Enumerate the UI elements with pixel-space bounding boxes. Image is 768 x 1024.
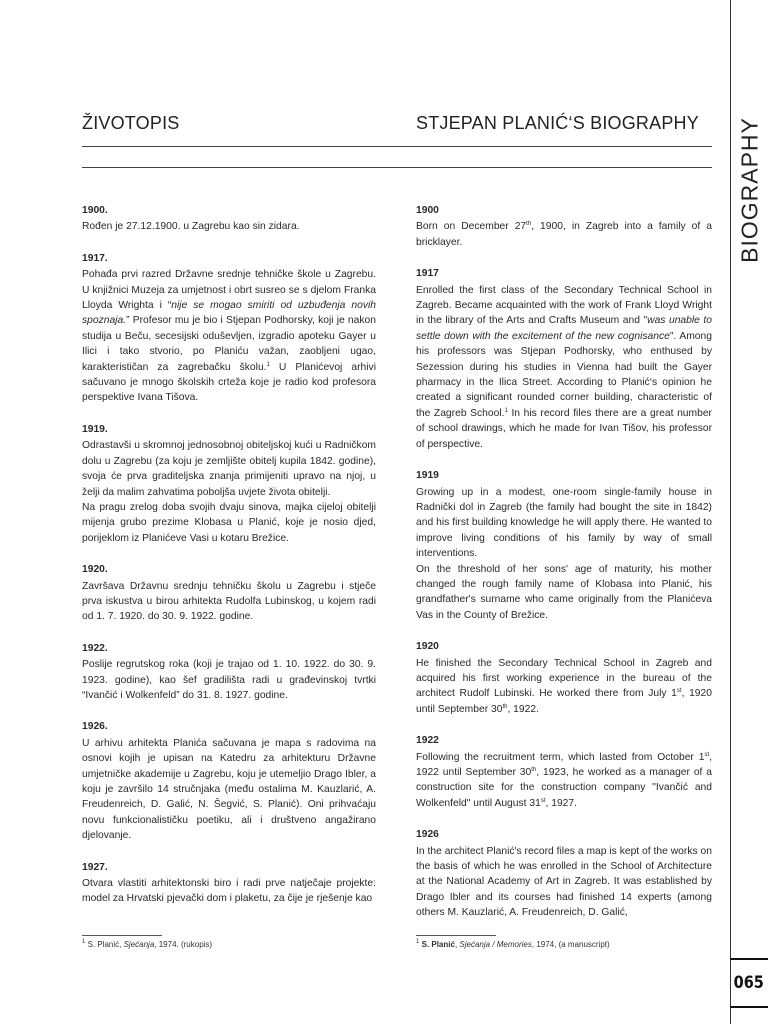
- english-entry-year: 1922: [416, 735, 439, 747]
- footnote-rule-right: [416, 935, 496, 936]
- page-title-croatian: ŽIVOTOPIS: [82, 113, 180, 134]
- footnote-english: $^1$ S. Planić, Sjećanja / Memories, 1974, (a manuscript): [416, 939, 610, 949]
- english-entry: [416, 468, 712, 623]
- page-number: 065: [733, 973, 765, 993]
- english-entry-text: Growing up in a modest, one-room single-family house in Radnički dol in Zagreb (the family had bought the site in 1842) and his first building knowledge he will apply there. He wanted to improve living conditions of his family by way of small interventions. On the threshold of her sons' age of maturity, his mother changed the rough family name of Klobasa into Planić, his grandfather's surname who came originally from the Planićeva Vas in the County of Brežice.: [416, 486, 712, 621]
- croatian-entry: [82, 562, 376, 625]
- croatian-entry-year: 1922.: [82, 642, 108, 654]
- croatian-entry-text: Završava Državnu srednju tehničku školu u Zagrebu i stječe prva iskustva u birou arhitekta Rudolfa Lubinskog, u kojem radi od 1. 7. 1920. do 30. 9. 1922. godine.: [82, 580, 376, 623]
- english-entry-text: Following the recruitment term, which lasted from October 1st, 1922 until September 30th, 1923, he worked as a manager of a construction site for the construction company "Ivančić and Wolkenfeld" until August 31st, 1927.: [416, 751, 712, 809]
- english-entry-year: 1926: [416, 829, 439, 841]
- side-section-title-text: BIOGRAPHY: [736, 117, 763, 263]
- header-rule-top: [82, 146, 712, 147]
- croatian-entry-year: 1917.: [82, 252, 108, 264]
- croatian-entry: [82, 422, 376, 546]
- footnote-rule-left: [82, 935, 162, 936]
- english-column: [416, 203, 712, 937]
- croatian-entry: [82, 203, 376, 235]
- croatian-entry: [82, 860, 376, 907]
- croatian-entry: [82, 719, 376, 843]
- english-entry-year: 1917: [416, 268, 439, 280]
- croatian-entry-year: 1920.: [82, 564, 108, 576]
- croatian-entry-year: 1919.: [82, 423, 108, 435]
- croatian-entry-text: Poslije regrutskog roka (koji je trajao od 1. 10. 1922. do 30. 9. 1923. godine), kao šef gradilišta radi u građevinskoj tvrtki “Ivančić i Wolkenfeld” do 31. 8. 1927. godine.: [82, 659, 376, 701]
- croatian-entry-year: 1926.: [82, 721, 108, 733]
- english-entry-year: 1900: [416, 205, 439, 216]
- croatian-entry-text: Pohađa prvi razred Državne srednje tehničke škole u Zagrebu. U knjižnici Muzeja za umjetnost i obrt susreo se s djelom Franka Lloyda Wrighta i “nije se mogao smiriti od uzbuđenja novih spoznaja.” Profesor mu je bio i Stjepan Podhorsky, koji je nakon studija u Beču, secesijski oduševljen, izgradio apoteku Gayer u Ilici i tako stvorio, po Planiću važan, zaobljeni ugao, karakterističan za zagrebačku školu.$^1$ U Planićevoj arhivi sačuvano je mnogo školskih crteža koje je radio kod profesora perspektive Ivana Tišova.: [82, 269, 376, 404]
- croatian-entry-text: Otvara vlastiti arhitektonski biro i radi prve natječaje projekte: model za Hrvatski pjevački dom i plaketu, za čije je rješenje kao: [82, 878, 376, 905]
- english-entry-text: Born on December 27th, 1900, in Zagreb into a family of a bricklayer.: [416, 221, 712, 248]
- croatian-entry-text: Rođen je 27.12.1900. u Zagrebu kao sin zidara.: [82, 221, 300, 233]
- english-entry: [416, 266, 712, 452]
- croatian-entry: [82, 641, 376, 704]
- header-rule-bottom: [82, 167, 712, 168]
- croatian-entry-text: U arhivu arhitekta Planića sačuvana je mapa s radovima na osnovi kojih je upisan na Katedru za arhitekturu Državne umjetničke akademije u Zagrebu, koju je utemeljio Drago Ibler, a koju je završilo 14 stručnjaka (među ostalima M. Kauzlarić, A. Freudenreich, D. Galić, N. Šegvić, S. Planić). Oni prihvaćaju novu funkcionalističku poetiku, ali i društveno angažirano djelovanje.: [82, 737, 376, 842]
- english-entry-text: He finished the Secondary Technical School in Zagreb and acquired his first working experience in the bureau of the architect Rudolf Lubinski. He worked there from July 1st, 1920 until September 30th, 1922.: [416, 657, 712, 715]
- english-entry-year: 1920: [416, 641, 439, 653]
- english-entry-text: In the architect Planić's record files a map is kept of the works on the basis of which he was enrolled in the School of Architecture at the National Academy of Art in Zagreb. It was established by Drago Ibler and its courses had finished 14 experts (among others M. Kauzlarić, A. Freudenreich, D. Galić,: [416, 845, 712, 919]
- croatian-entry-year: 1927.: [82, 861, 108, 873]
- english-entry: [416, 639, 712, 717]
- croatian-column: [82, 203, 376, 923]
- english-entry: [416, 733, 712, 811]
- side-section-title: [733, 117, 767, 263]
- english-entry-year: 1919: [416, 470, 439, 482]
- english-entry: [416, 827, 712, 920]
- english-entry-text: Enrolled the first class of the Secondary Technical School in Zagreb. Became acquainted with the work of Frank Lloyd Wright in the library of the Arts and Crafts Museum and "was unable to settle down with the excitement of the new cognisance". Among his professors was Stjepan Podhorsky, who enthused by Sezession during his studies in Vienna had built the Gayer pharmacy in the Ilica Street. According to Planić‘s opinion he created a significant rounded corner building, characteristic of the Zagreb School.$^1$ In his record files there are a great number of school drawings, which he made for Ivan Tišov, his professor of perspective.: [416, 284, 712, 450]
- english-entry: [416, 203, 712, 250]
- footnote-croatian: $^1$ S. Planić, Sjećanja, 1974. (rukopis): [82, 939, 213, 949]
- page-title-english: STJEPAN PLANIĆ‘S BIOGRAPHY: [416, 113, 699, 134]
- croatian-entry-year: 1900.: [82, 205, 108, 216]
- page-number-box: [730, 958, 768, 1008]
- croatian-entry: [82, 251, 376, 406]
- croatian-entry-text: Odrastavši u skromnoj jednosobnoj obiteljskoj kući u Radničkom dolu u Zagrebu (za koju je zemljište obitelj kupila 1842. godine), svoja će prva graditeljska znanja primijeniti upravo na njoj, u želji da malim zahvatima poboljša uvjete života obitelji. Na pragu zrelog doba svojih dvaju sinova, majka cijeloj obitelji mijenja grubo prezime Klobasa u Planić, koje je nosio djed, porijeklom iz Planićeve Vasi u kotaru Brežice.: [82, 440, 376, 544]
- side-margin-border: [730, 0, 731, 1024]
